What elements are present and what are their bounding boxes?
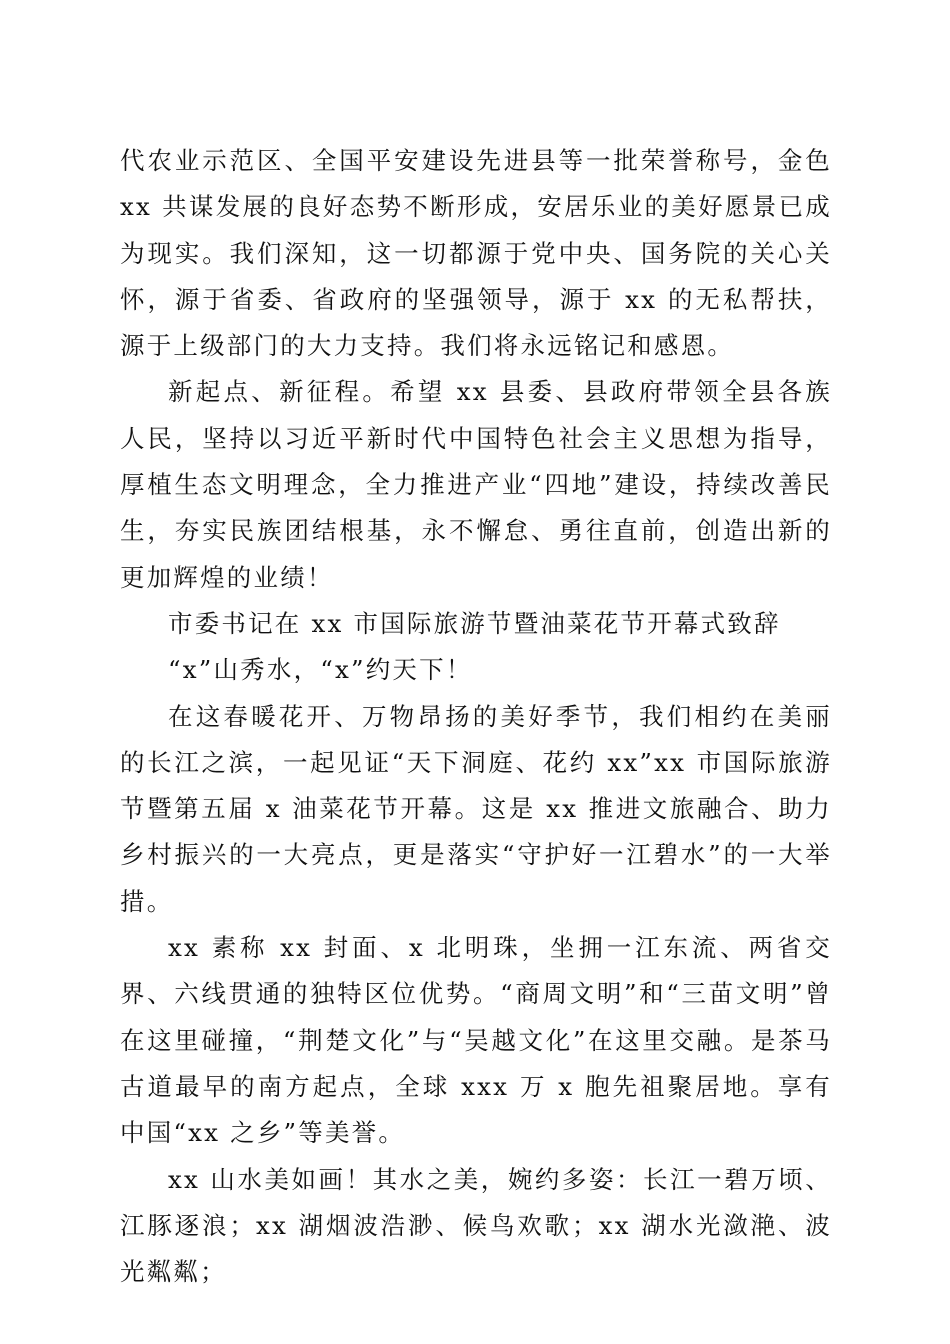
paragraph-location: xx 素称 xx 封面、x 北明珠，坐拥一江东流、两省交界、六线贯通的独特区位优势。“商周文明”和“三苗文明”曾在这里碰撞，“荆楚文化”与“吴越文化”在这里交融。是茶马古道最早的南方起点，全球 xxx 万 x 胞先祖聚居地。享有中国“xx 之乡”等美誉。 [120,933,832,1148]
paragraph-continued: 代农业示范区、全国平安建设先进县等一批荣誉称号，金色 xx 共谋发展的良好态势不断形成，安居乐业的美好愿景已成为现实。我们深知，这一切都源于党中央、国务院的关心关怀，源于省委、省政府的坚强领导，源于 xx 的无私帮扶，源于上级部门的大力支持。我们将永远铭记和感恩。 [120,146,832,361]
speech-slogan: “x”山秀水，“x”约天下！ [168,655,473,685]
paragraph-opening: 在这春暖花开、万物昂扬的美好季节，我们相约在美丽的长江之滨，一起见证“天下洞庭、花约 xx”xx 市国际旅游节暨第五届 x 油菜花节开幕。这是 xx 推进文旅融合、助力乡村振兴的一大亮点，更是落实“守护好一江碧水”的一大举措。 [120,701,832,916]
speech-title: 市委书记在 xx 市国际旅游节暨油菜花节开幕式致辞 [168,608,781,638]
paragraph-scenery: xx 山水美如画！其水之美，婉约多姿：长江一碧万顷、江豚逐浪；xx 湖烟波浩渺、候鸟欢歌；xx 湖水光潋滟、波光粼粼； [120,1164,832,1287]
paragraph-new-journey: 新起点、新征程。希望 xx 县委、县政府带领全县各族人民，坚持以习近平新时代中国特色社会主义思想为指导，厚植生态文明理念，全力推进产业“四地”建设，持续改善民生，夯实民族团结根基，永不懈怠、勇往直前，创造出新的更加辉煌的业绩！ [120,377,832,592]
document-body [120,138,832,1295]
